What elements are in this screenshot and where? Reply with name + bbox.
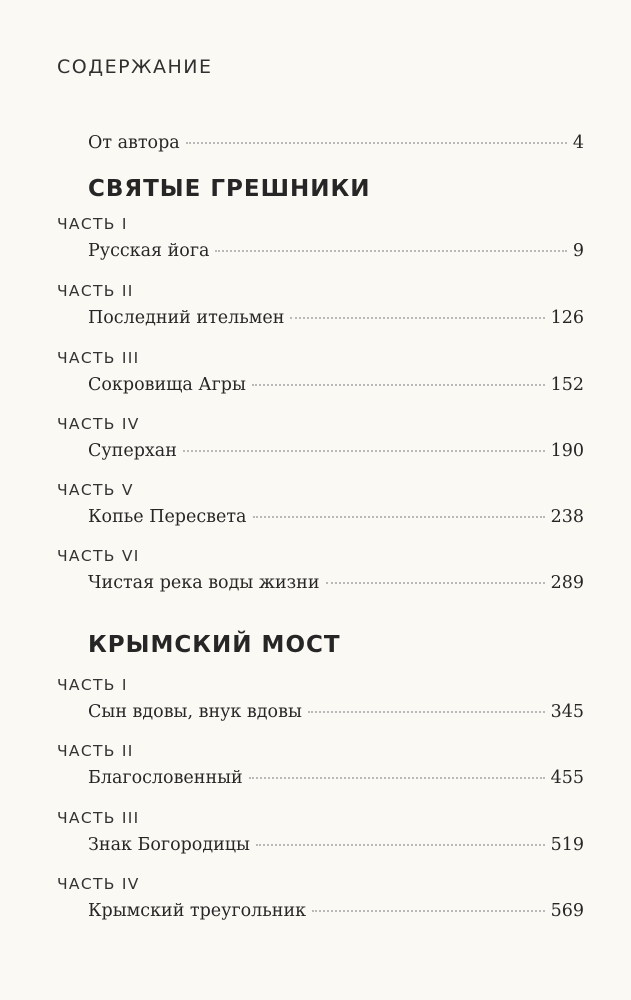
toc-entry[interactable]: [88, 768, 584, 794]
part-label: ЧАСТЬ III: [57, 349, 140, 367]
part-label: ЧАСТЬ VI: [57, 547, 140, 565]
dot-leader: [312, 910, 545, 912]
entry-title: Суперхан: [88, 441, 177, 461]
part-label: ЧАСТЬ IV: [57, 875, 140, 893]
entry-page-number: 152: [550, 375, 584, 395]
entry-title: Последний ительмен: [88, 308, 285, 328]
part-label: ЧАСТЬ II: [57, 742, 134, 760]
entry-title: Копье Пересвета: [88, 507, 247, 527]
part-label: ЧАСТЬ II: [57, 282, 134, 300]
toc-entry[interactable]: [88, 702, 584, 728]
entry-title: Чистая река воды жизни: [88, 573, 320, 593]
dot-leader: [186, 142, 567, 144]
dot-leader: [183, 450, 545, 452]
dot-leader: [253, 516, 545, 518]
contents-heading: СОДЕРЖАНИЕ: [57, 56, 213, 78]
entry-page-number: 238: [550, 507, 584, 527]
entry-title: Русская йога: [88, 241, 210, 261]
entry-page-number: 289: [550, 573, 584, 593]
dot-leader: [252, 384, 545, 386]
dot-leader: [290, 317, 544, 319]
entry-title: Благословенный: [88, 768, 243, 788]
entry-title: Сокровища Агры: [88, 375, 246, 395]
section-title-2: КРЫМСКИЙ МОСТ: [88, 632, 341, 658]
section-title-1: СВЯТЫЕ ГРЕШНИКИ: [88, 176, 371, 202]
entry-page-number: 455: [550, 768, 584, 788]
entry-page-number: 345: [550, 702, 584, 722]
toc-entry[interactable]: [88, 308, 584, 334]
toc-entry[interactable]: [88, 441, 584, 467]
part-label: ЧАСТЬ I: [57, 215, 128, 233]
toc-entry[interactable]: [88, 901, 584, 927]
entry-page-number: 9: [572, 241, 584, 261]
part-label: ЧАСТЬ V: [57, 481, 134, 499]
toc-entry-intro[interactable]: [88, 133, 584, 159]
entry-title: Знак Богородицы: [88, 835, 250, 855]
entry-page-number: 519: [550, 835, 584, 855]
dot-leader: [326, 582, 545, 584]
entry-page-number: 569: [550, 901, 584, 921]
dot-leader: [308, 711, 545, 713]
entry-page-number: 190: [550, 441, 584, 461]
entry-title: Крымский треугольник: [88, 901, 307, 921]
toc-entry[interactable]: [88, 375, 584, 401]
entry-title: Сын вдовы, внук вдовы: [88, 702, 302, 722]
toc-entry[interactable]: [88, 507, 584, 533]
entry-page-number: 126: [550, 308, 584, 328]
dot-leader: [256, 844, 545, 846]
dot-leader: [249, 777, 545, 779]
entry-title: От автора: [88, 133, 180, 153]
toc-entry[interactable]: [88, 835, 584, 861]
entry-page-number: 4: [572, 133, 584, 153]
toc-entry[interactable]: [88, 573, 584, 599]
dot-leader: [215, 250, 566, 252]
toc-entry[interactable]: [88, 241, 584, 267]
part-label: ЧАСТЬ IV: [57, 415, 140, 433]
part-label: ЧАСТЬ I: [57, 676, 128, 694]
part-label: ЧАСТЬ III: [57, 809, 140, 827]
